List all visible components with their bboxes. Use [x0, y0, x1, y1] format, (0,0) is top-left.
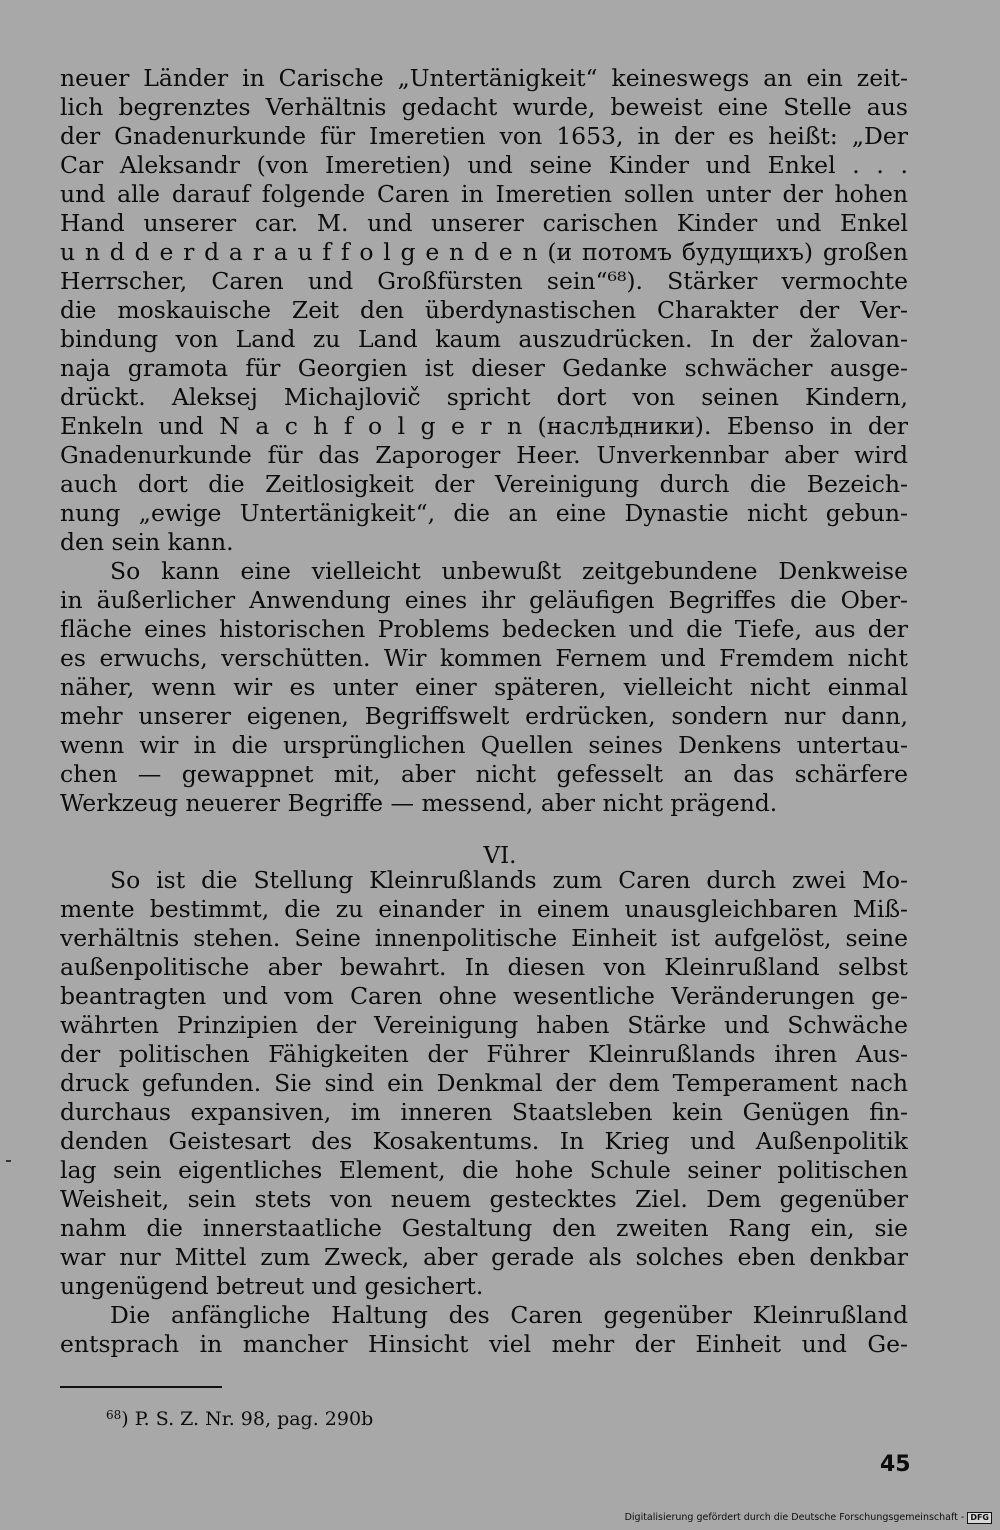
body-text-top: [60, 64, 908, 818]
text-line: wenn wir in die ursprünglichen Quellen seines Denkens untertau-: [60, 731, 908, 759]
text-line: und alle darauf folgende Caren in Imeretien sollen unter der hohen: [60, 180, 908, 208]
text-line: denden Geistesart des Kosakentums. In Krieg und Außenpolitik: [60, 1127, 908, 1155]
margin-mark: [6, 1160, 11, 1162]
text-line: währten Prinzipien der Vereinigung haben Stärke und Schwäche: [60, 1011, 908, 1039]
dfg-logo: DFG: [967, 1512, 992, 1524]
body-text-section-vi: [60, 866, 908, 1359]
text-line: ungenügend betreut und gesichert.: [60, 1272, 484, 1300]
text-line: mehr unserer eigenen, Begriffswelt erdrücken, sondern nur dann,: [60, 702, 908, 730]
footnote-text: ) P. S. Z. Nr. 98, pag. 290b: [121, 1408, 374, 1430]
credit-text: Digitalisierung gefördert durch die Deutsche Forschungsgemeinschaft -: [624, 1512, 965, 1523]
footnote-divider: [60, 1386, 222, 1388]
text-line: drückt. Aleksej Michajlovič spricht dort von seinen Kindern,: [60, 383, 908, 411]
text-line: auch dort die Zeitlosigkeit der Vereinigung durch die Bezeich-: [60, 470, 908, 498]
text-line: chen — gewappnet mit, aber nicht gefesselt an das schärfere: [60, 760, 908, 788]
text-line: Werkzeug neuerer Begriffe — messend, aber nicht prägend.: [60, 789, 778, 817]
page-number: 45: [880, 1452, 911, 1477]
text-line: naja gramota für Georgien ist dieser Gedanke schwächer ausge-: [60, 354, 908, 382]
text-line: den sein kann.: [60, 528, 234, 556]
text-line: fläche eines historischen Problems bedecken und die Tiefe, aus der: [60, 615, 908, 643]
text-line: lag sein eigentliches Element, die hohe Schule seiner politischen: [60, 1156, 908, 1184]
text-line: entsprach in mancher Hinsicht viel mehr der Einheit und Ge-: [60, 1330, 908, 1358]
text-line: außenpolitische aber bewahrt. In diesen von Kleinrußland selbst: [60, 953, 908, 981]
text-line: nahm die innerstaatliche Gestaltung den zweiten Rang ein, sie: [60, 1214, 908, 1242]
text-line: Hand unserer car. M. und unserer carischen Kinder und Enkel: [60, 209, 908, 237]
text-line: die moskauische Zeit den überdynastischen Charakter der Ver-: [60, 296, 908, 324]
text-line: So kann eine vielleicht unbewußt zeitgebundene Denkweise: [110, 557, 908, 585]
text-line: Enkeln und N a c h f o l g e r n (наслѣдники). Ebenso in der: [60, 412, 908, 440]
text-line: neuer Länder in Carische „Untertänigkeit“ keineswegs an ein zeit-: [60, 64, 908, 92]
text-line: Gnadenurkunde für das Zaporoger Heer. Unverkennbar aber wird: [60, 441, 908, 469]
section-heading: VI.: [483, 843, 517, 869]
footnote: [106, 1402, 373, 1432]
text-line: u n d d e r d a r a u f f o l g e n d e n (и потомъ будущихъ) großen: [60, 238, 908, 266]
text-line: beantragten und vom Caren ohne wesentliche Veränderungen ge-: [60, 982, 908, 1010]
text-line: durchaus expansiven, im inneren Staatsleben kein Genügen fin-: [60, 1098, 908, 1126]
text-line: So ist die Stellung Kleinrußlands zum Caren durch zwei Mo-: [110, 866, 908, 894]
text-line: näher, wenn wir es unter einer späteren, vielleicht nicht einmal: [60, 673, 908, 701]
digitization-credit: [625, 1512, 992, 1524]
text-line: Car Aleksandr (von Imeretien) und seine Kinder und Enkel . . .: [60, 151, 908, 179]
text-line: mente bestimmt, die zu einander in einem unausgleichbaren Miß-: [60, 895, 908, 923]
text-line: der Gnadenurkunde für Imeretien von 1653, in der es heißt: „Der: [60, 122, 908, 150]
text-line: nung „ewige Untertänigkeit“, die an eine Dynastie nicht gebun-: [60, 499, 908, 527]
text-line: Herrscher, Caren und Großfürsten sein“⁶⁸). Stärker vermochte: [60, 267, 908, 295]
text-line: verhältnis stehen. Seine innenpolitische Einheit ist aufgelöst, seine: [60, 924, 908, 952]
footnote-marker: 68: [106, 1408, 122, 1422]
text-line: war nur Mittel zum Zweck, aber gerade als solches eben denkbar: [60, 1243, 908, 1271]
text-line: bindung von Land zu Land kaum auszudrücken. In der žalovan-: [60, 325, 908, 353]
text-line: der politischen Fähigkeiten der Führer Kleinrußlands ihren Aus-: [60, 1040, 908, 1068]
text-line: es erwuchs, verschütten. Wir kommen Fernem und Fremdem nicht: [60, 644, 908, 672]
text-line: Weisheit, sein stets von neuem gestecktes Ziel. Dem gegenüber: [60, 1185, 908, 1213]
text-line: lich begrenztes Verhältnis gedacht wurde, beweist eine Stelle aus: [60, 93, 908, 121]
text-line: Die anfängliche Haltung des Caren gegenüber Kleinrußland: [110, 1301, 908, 1329]
text-line: in äußerlicher Anwendung eines ihr geläufigen Begriffes die Ober-: [60, 586, 908, 614]
text-line: druck gefunden. Sie sind ein Denkmal der dem Temperament nach: [60, 1069, 908, 1097]
